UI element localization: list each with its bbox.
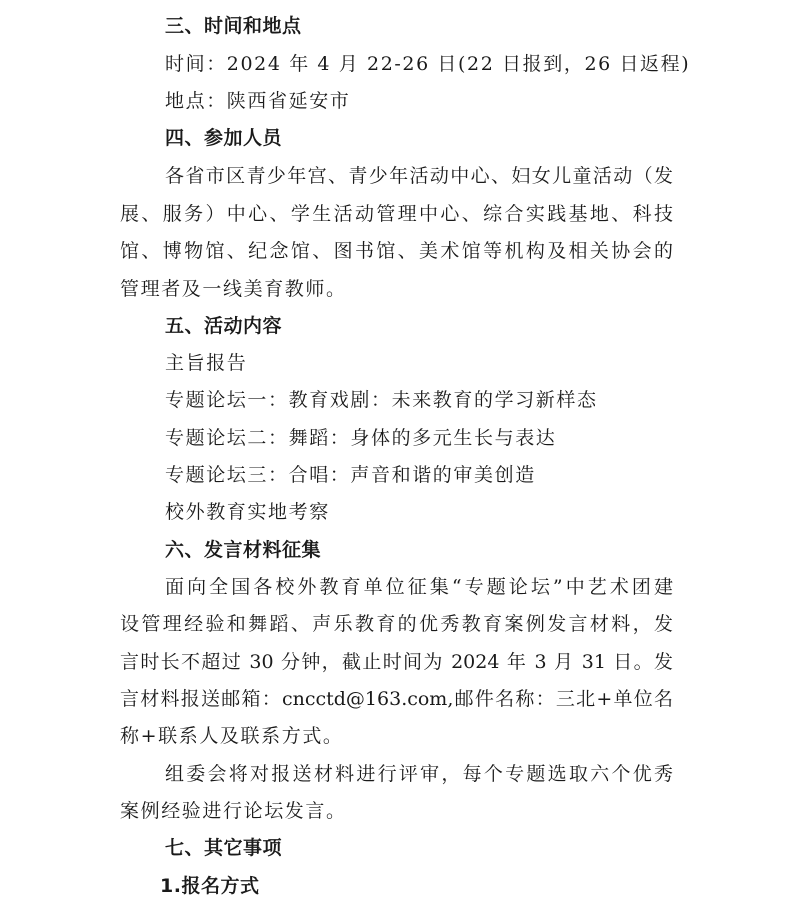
section-heading-other: 七、其它事项 [165, 837, 283, 859]
activity-item-5: 校外教育实地考察 [165, 501, 330, 523]
submissions-para1-line-1: 面向全国各校外教育单位征集“专题论坛”中艺术团建 [165, 576, 673, 598]
place-line: 地点：陕西省延安市 [165, 90, 351, 112]
activity-item-4: 专题论坛三：合唱：声音和谐的审美创造 [165, 464, 536, 486]
submissions-para1-line-2: 设管理经验和舞蹈、声乐教育的优秀教育案例发言材料，发 [120, 613, 673, 635]
submissions-para2-line-2: 案例经验进行论坛发言。 [120, 800, 347, 822]
activity-item-1: 主旨报告 [165, 352, 248, 374]
section-heading-submissions: 六、发言材料征集 [165, 539, 322, 561]
submissions-para2-line-1: 组委会将对报送材料进行评审，每个专题选取六个优秀 [165, 763, 673, 785]
activity-item-3: 专题论坛二：舞蹈：身体的多元生长与表达 [165, 427, 557, 449]
activity-item-2: 专题论坛一：教育戏剧：未来教育的学习新样态 [165, 389, 598, 411]
participants-line-1: 各省市区青少年宫、青少年活动中心、妇女儿童活动（发 [165, 165, 673, 187]
participants-line-2: 展、服务）中心、学生活动管理中心、综合实践基地、科技 [120, 203, 673, 225]
section-heading-activities: 五、活动内容 [165, 315, 283, 337]
subheading-registration: 1.报名方式 [160, 875, 260, 897]
section-heading-time-place: 三、时间和地点 [165, 15, 302, 37]
submissions-para1-line-4: 言材料报送邮箱：cncctd@163.com,邮件名称：三北+单位名 [120, 688, 673, 710]
submissions-para1-line-5: 称+联系人及联系方式。 [120, 725, 344, 747]
section-heading-participants: 四、参加人员 [165, 127, 283, 149]
participants-line-4: 管理者及一线美育教师。 [120, 278, 347, 300]
time-line: 时间：2024 年 4 月 22-26 日(22 日报到，26 日返程) [165, 53, 691, 75]
submissions-para1-line-3: 言时长不超过 30 分钟，截止时间为 2024 年 3 月 31 日。发 [120, 651, 673, 673]
participants-line-3: 馆、博物馆、纪念馆、图书馆、美术馆等机构及相关协会的 [120, 240, 673, 262]
